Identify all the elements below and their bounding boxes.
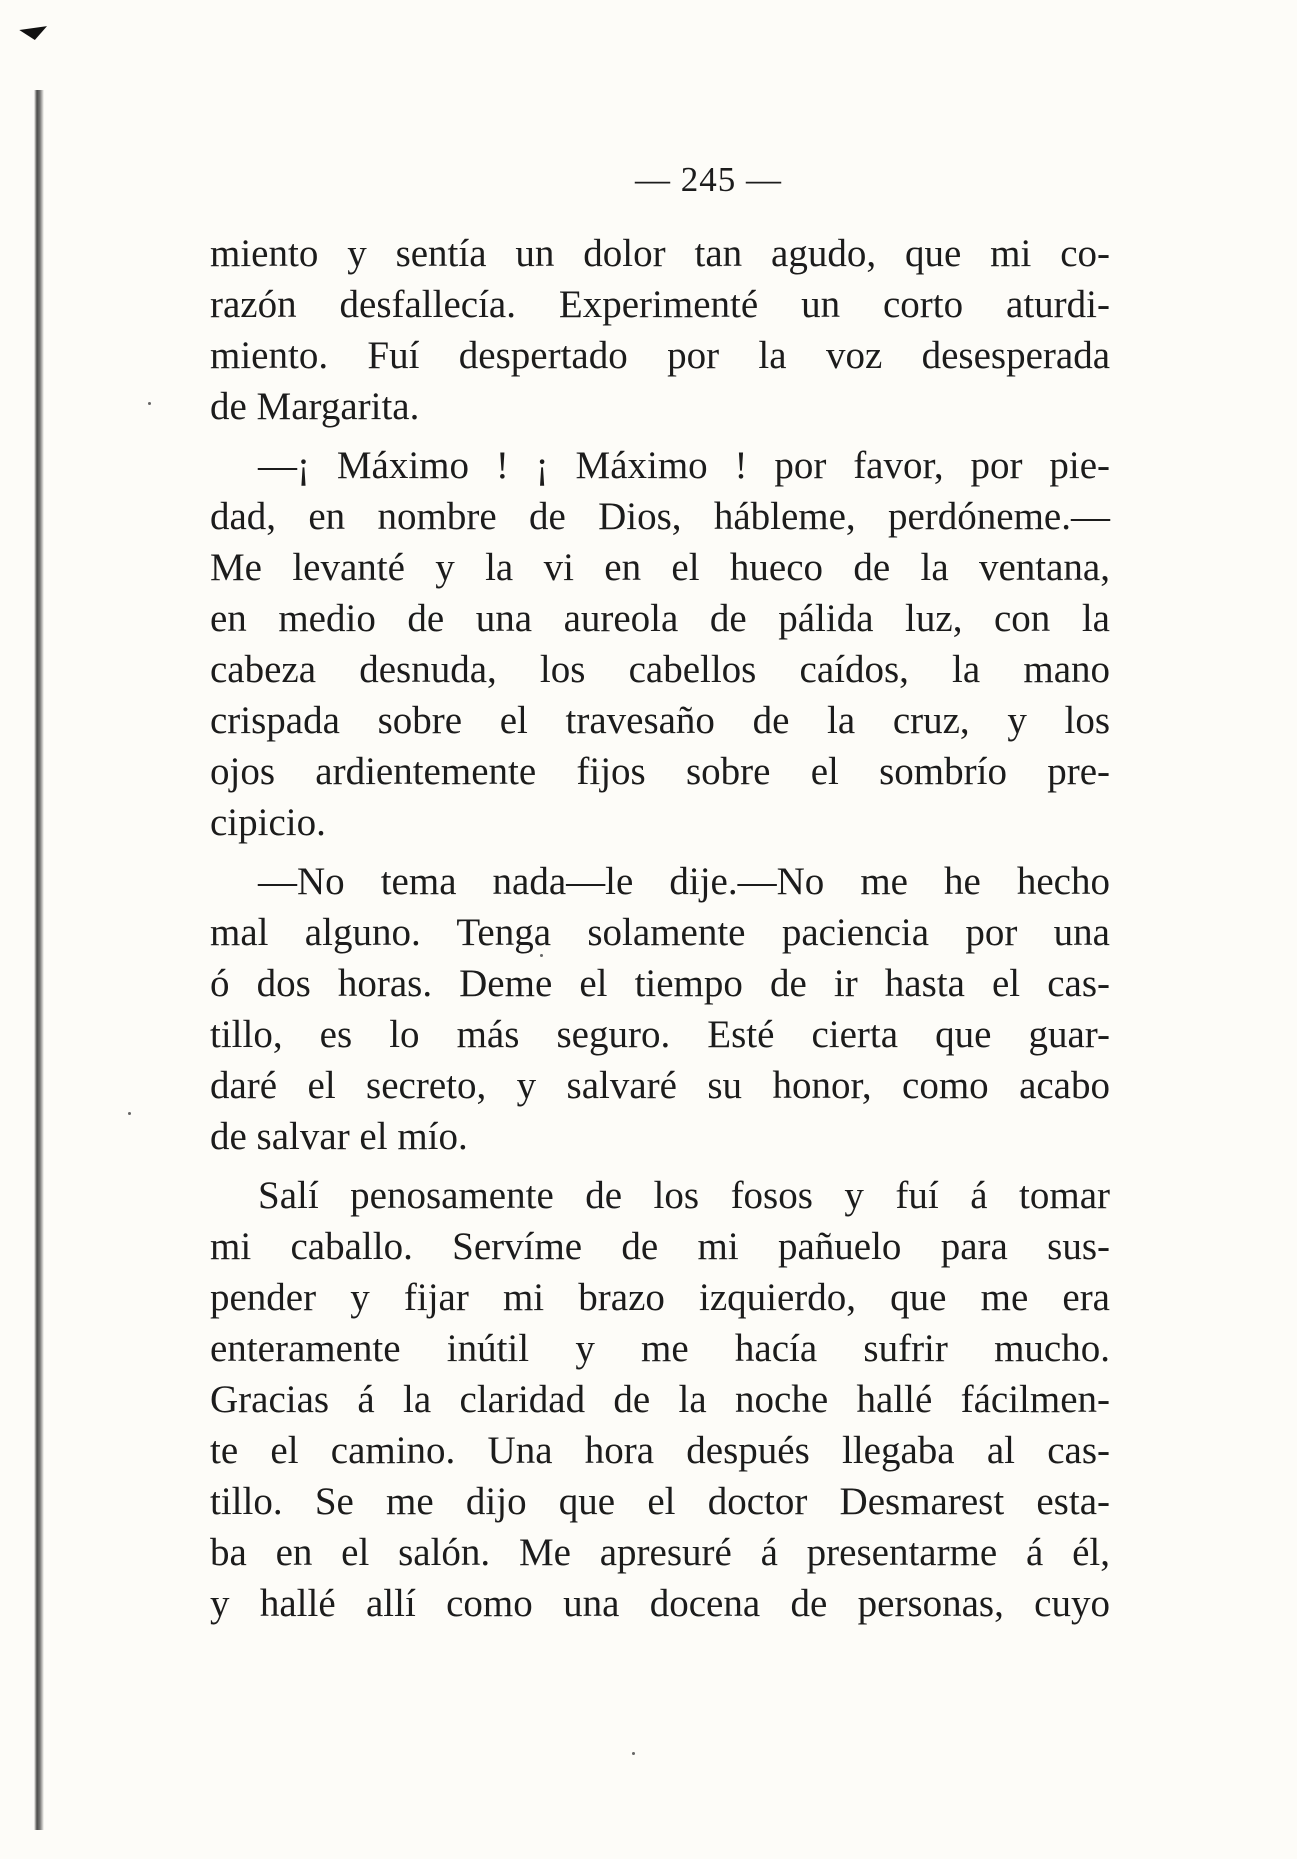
text-line: miento y sentía un dolor tan agudo, que mi co- xyxy=(210,232,1110,275)
paper-speck xyxy=(632,1752,635,1755)
text-line: cabeza desnuda, los cabellos caídos, la mano xyxy=(210,648,1110,691)
text-line: Me levanté y la vi en el hueco de la ventana, xyxy=(210,546,1110,589)
text-line: cipicio. xyxy=(210,801,326,844)
paragraph-3 xyxy=(210,856,1110,1162)
text-line: mi caballo. Servíme de mi pañuelo para sus- xyxy=(210,1225,1110,1268)
paragraph-2 xyxy=(210,440,1110,848)
text-line: Salí penosamente de los fosos y fuí á tomar xyxy=(258,1174,1110,1217)
text-line: —¡ Máximo ! ¡ Máximo ! por favor, por pie- xyxy=(258,444,1110,487)
text-line: de Margarita. xyxy=(210,385,420,428)
paragraph-4 xyxy=(210,1170,1110,1629)
text-line: —No tema nada—le dije.—No me he hecho xyxy=(258,860,1110,903)
text-line: te el camino. Una hora después llegaba al cas- xyxy=(210,1429,1110,1472)
text-line: pender y fijar mi brazo izquierdo, que me era xyxy=(210,1276,1110,1319)
text-line: crispada sobre el travesaño de la cruz, y los xyxy=(210,699,1110,742)
text-line: y hallé allí como una docena de personas, cuyo xyxy=(210,1582,1110,1625)
binding-edge-shadow xyxy=(34,90,44,1830)
body-text xyxy=(210,228,1110,1629)
text-line: tillo, es lo más seguro. Esté cierta que guar- xyxy=(210,1013,1110,1056)
text-line: razón desfallecía. Experimenté un corto aturdi- xyxy=(210,283,1110,326)
text-line: de salvar el mío. xyxy=(210,1115,468,1158)
text-line: ba en el salón. Me apresuré á presentarme á él, xyxy=(210,1531,1110,1574)
text-line: miento. Fuí despertado por la voz desesperada xyxy=(210,334,1110,377)
page-number: — 245 — xyxy=(635,160,782,199)
text-line: tillo. Se me dijo que el doctor Desmarest esta- xyxy=(210,1480,1110,1523)
paragraph-1 xyxy=(210,228,1110,432)
binding-corner-mark xyxy=(19,26,48,42)
text-line: Gracias á la claridad de la noche hallé fácilmen- xyxy=(210,1378,1110,1421)
text-line: en medio de una aureola de pálida luz, con la xyxy=(210,597,1110,640)
text-line: ojos ardientemente fijos sobre el sombrío pre- xyxy=(210,750,1110,793)
text-line: ó dos horas. Deme el tiempo de ir hasta el cas- xyxy=(210,962,1110,1005)
paper-speck xyxy=(128,1112,131,1115)
text-line: daré el secreto, y salvaré su honor, como acabo xyxy=(210,1064,1110,1107)
paper-speck xyxy=(148,402,151,405)
text-line: mal alguno. Tenga solamente paciencia por una xyxy=(210,911,1110,954)
text-line: dad, en nombre de Dios, hábleme, perdóneme.— xyxy=(210,495,1110,538)
text-line: enteramente inútil y me hacía sufrir mucho. xyxy=(210,1327,1110,1370)
